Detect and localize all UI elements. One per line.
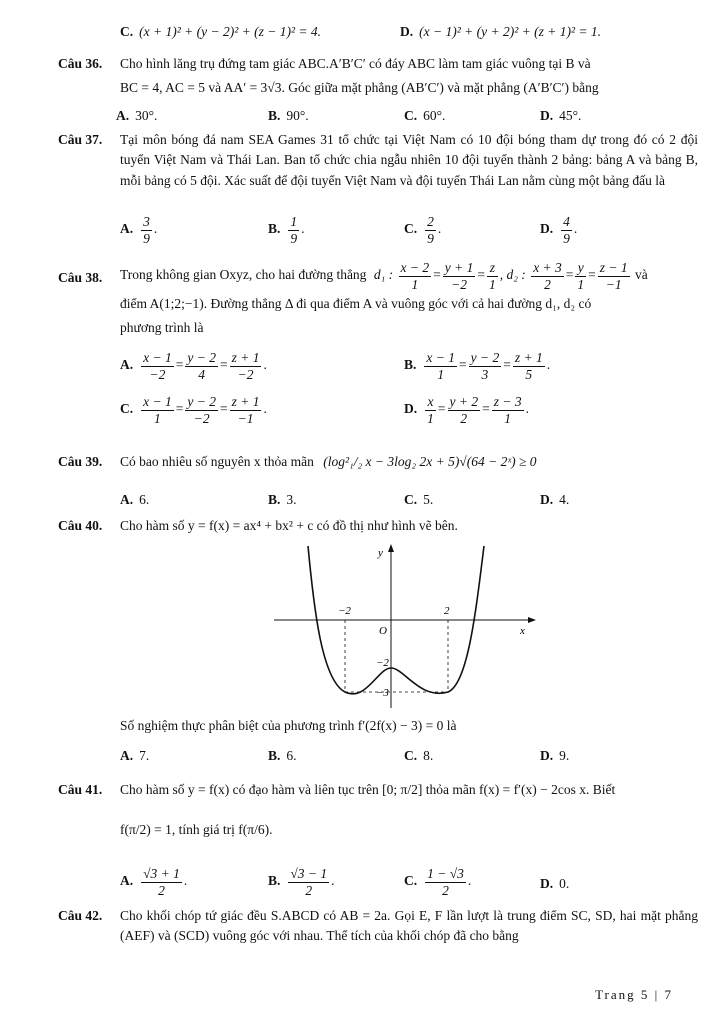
function-graph (270, 540, 540, 710)
q38-option-d[interactable]: D. $\frac{x}{1}$ = $\frac{y + 2}{2}$ = $\frac{z - 3}{1}$ . (404, 394, 529, 426)
q40-option-d[interactable]: D. 9. (540, 748, 570, 763)
question-text: phương trình là (120, 320, 204, 336)
q37-option-d[interactable]: D. $\frac{4}{9}$ . (540, 214, 578, 246)
q36-option-d[interactable]: D. 45°. (540, 108, 582, 123)
q35-option-c[interactable]: C. (x + 1)² + (y − 2)² + (z − 1)² = 4. (120, 24, 322, 39)
q39-option-c[interactable]: C. 5. (404, 492, 434, 507)
x-axis-arrow-icon (528, 617, 536, 623)
question-label: Câu 39. (58, 454, 103, 469)
q40-option-c[interactable]: C. 8. (404, 748, 434, 763)
origin-label: O (379, 625, 387, 637)
inequality: (log²₁/₂ x − 3log₂ 2x + 5)√(64 − 2ˣ) ≥ 0 (323, 454, 537, 469)
question-text: điểm A(1;2;−1). Đường thẳng Δ đi qua điểm A và vuông góc với cả hai đường d₁, d₂ có (120, 296, 592, 312)
question-41 (58, 780, 698, 838)
question-37 (58, 130, 698, 188)
q38-option-a[interactable]: A. $\frac{x - 1}{-2}$ = $\frac{y - 2}{4}$ = $\frac{z + 1}{-2}$ . (120, 350, 267, 382)
q38-option-b[interactable]: B. $\frac{x - 1}{1}$ = $\frac{y - 2}{3}$ = $\frac{z + 1}{5}$ . (404, 350, 551, 382)
question-label: Câu 40. (58, 518, 103, 533)
q35-option-d[interactable]: D. (x − 1)² + (y + 2)² + (z + 1)² = 1. (400, 24, 602, 39)
question-label: Câu 37. (58, 132, 103, 147)
tick-label-x-minus-2: −2 (338, 605, 351, 617)
question-text: Tại môn bóng đá nam SEA Games 31 tổ chức tại Việt Nam có 10 đội bóng tham dự trong đó có 2 đội tuyển Việt Nam và Thái Lan. Ban tổ chức chia ngẫu nhiên 10 đội tuyển thành 2 bảng: bảng A và bảng B, mỗi bảng có 5 đội. Xác suất để đội tuyển Việt Nam và đội tuyển Thái Lan nằm cùng một bảng đấu là (120, 132, 698, 188)
question-label: Câu 38. (58, 270, 103, 285)
q41-option-a[interactable]: A. $\frac{√3 + 1}{2}$ . (120, 866, 188, 898)
question-label: Câu 41. (58, 782, 103, 797)
question-text: Cho hàm số y = f(x) có đạo hàm và liên tục trên [0; π/2] thỏa mãn f(x) = f′(x) − 2cos x. Biết (120, 782, 616, 797)
question-text: Cho khối chóp tứ giác đều S.ABCD có AB = 2a. Gọi E, F lần lượt là trung điểm SC, SD, hai mặt phẳng (AEF) và (SCD) vuông góc với nhau. Thể tích của khối chóp đã cho bằng (120, 908, 698, 944)
q41-option-c[interactable]: C. $\frac{1 - √3}{2}$ . (404, 866, 472, 898)
question-label: Câu 42. (58, 908, 103, 923)
tick-label-y-minus-2: −2 (376, 657, 389, 669)
question-text: Cho hàm số y = f(x) = ax⁴ + bx² + c có đồ thị như hình vẽ bên. (120, 518, 458, 533)
q37-option-c[interactable]: C. $\frac{2}{9}$ . (404, 214, 442, 246)
question-39 (58, 452, 698, 472)
q40-option-b[interactable]: B. 6. (268, 748, 297, 763)
tick-label-x-2: 2 (444, 605, 450, 617)
q37-option-b[interactable]: B. $\frac{1}{9}$ . (268, 214, 305, 246)
q38-option-c[interactable]: C. $\frac{x - 1}{1}$ = $\frac{y - 2}{-2}$ = $\frac{z + 1}{-1}$ . (120, 394, 267, 426)
question-36 (58, 54, 698, 96)
question-text: BC = 4, AC = 5 và AA′ = 3√3. Góc giữa mặt phẳng (AB′C′) và mặt phẳng (A′B′C′) bằng (120, 80, 599, 96)
question-40 (58, 516, 698, 536)
x-axis-label: x (520, 625, 525, 637)
page-number: Trang 5 | 7 (595, 987, 673, 1002)
question-42 (58, 906, 698, 944)
question-text: Trong không gian Oxyz, cho hai đường thẳng d₁ : $\frac{x - 2}{1}$ = $\frac{y + 1}{-2}$ = $\frac{z}{1}$ , d₂ : $\frac{x + 3}{2}$ = $\frac{y}{1}$ = $\frac{z - 1}{-1}$ và (120, 260, 648, 292)
y-axis-arrow-icon (388, 544, 394, 552)
question-text: Số nghiệm thực phân biệt của phương trình f′(2f(x) − 3) = 0 là (120, 718, 457, 733)
question-text: Cho hình lăng trụ đứng tam giác ABC.A′B′C′ có đáy ABC làm tam giác vuông tại B và (120, 56, 591, 71)
q40-option-a[interactable]: A. 7. (120, 748, 150, 763)
q39-option-d[interactable]: D. 4. (540, 492, 570, 507)
q36-option-a[interactable]: A. 30°. (116, 108, 158, 123)
q36-option-b[interactable]: B. 90°. (268, 108, 309, 123)
q37-option-a[interactable]: A. $\frac{3}{9}$ . (120, 214, 158, 246)
y-axis-label: y (378, 547, 383, 559)
question-text: f(π/2) = 1, tính giá trị f(π/6). (120, 822, 273, 838)
question-label: Câu 36. (58, 56, 103, 71)
q41-option-b[interactable]: B. $\frac{√3 - 1}{2}$ . (268, 866, 335, 898)
q39-option-a[interactable]: A. 6. (120, 492, 150, 507)
q39-option-b[interactable]: B. 3. (268, 492, 297, 507)
q41-option-d[interactable]: D. 0. (540, 876, 570, 891)
question-text: Có bao nhiêu số nguyên x thỏa mãn (120, 454, 314, 469)
tick-label-y-minus-3: −3 (376, 687, 389, 699)
q36-option-c[interactable]: C. 60°. (404, 108, 446, 123)
